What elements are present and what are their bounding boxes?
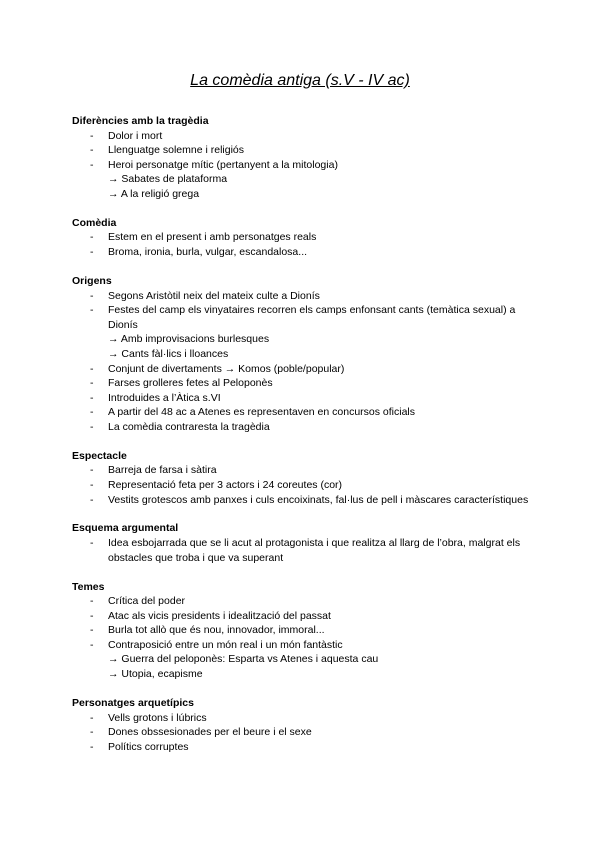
list-item: - Vells grotons i lúbrics [90, 711, 207, 724]
section-origens [72, 274, 532, 435]
arrow-subitem: → Amb improvisacions burlesques [108, 333, 270, 346]
section-heading: Temes [72, 580, 105, 593]
section-esquema-argumental [72, 521, 532, 565]
document-body [72, 114, 532, 769]
section-comedia [72, 216, 532, 260]
list-item: - Idea esbojarrada que se li acut al protagonista i que realitza al llarg de l’obra, malgrat els obstacles que troba i que va superant [90, 537, 521, 564]
section-heading: Diferències amb la tragèdia [72, 115, 209, 127]
section-personatges-arquetipics [72, 696, 532, 754]
list-item: - Conjunt de divertaments → Komos (poble/popular) [90, 362, 345, 375]
list-item: - Introduides a l’Àtica s.VI [90, 391, 221, 404]
dash-bullet: - [90, 406, 94, 419]
dash-bullet: - [90, 304, 94, 317]
dash-bullet: - [90, 420, 94, 433]
list-item: - Burla tot allò que és nou, innovador, immoral... [90, 624, 325, 637]
list-item: - Festes del camp els vinyataires recorren els camps enfonsant cants (temàtica sexual) a Dionís [90, 304, 516, 331]
document-title: La comèdia antiga (s.V - IV ac) [190, 72, 410, 89]
dash-bullet: - [90, 129, 94, 142]
dash-bullet: - [90, 231, 94, 244]
section-heading: Espectacle [72, 449, 127, 462]
section-heading: Personatges arquetípics [72, 696, 194, 709]
list-item: - Llenguatge solemne i religiós [90, 144, 245, 157]
section-diferencies [72, 114, 532, 202]
dash-bullet: - [90, 362, 94, 375]
list-item: - Representació feta per 3 actors i 24 coreutes (cor) [90, 478, 343, 491]
dash-bullet: - [90, 377, 94, 390]
dash-bullet: - [90, 740, 94, 753]
dash-bullet: - [90, 537, 94, 550]
dash-bullet: - [90, 144, 94, 157]
section-heading: Esquema argumental [72, 522, 179, 535]
list-item: - Atac als vicis presidents i idealització del passat [90, 609, 331, 622]
list-item: - Broma, ironia, burla, vulgar, escandalosa... [90, 246, 308, 259]
section-espectacle [72, 449, 532, 507]
dash-bullet: - [90, 638, 94, 651]
arrow-subitem: → Sabates de plataforma [108, 173, 228, 186]
list-item: - Barreja de farsa i sàtira [90, 464, 217, 477]
list-item: - Dones obssesionades per el beure i el sexe [90, 726, 312, 739]
arrow-subitem: → Guerra del peloponès: Esparta vs Atenes i aquesta cau [108, 653, 379, 666]
list-item: - Contraposició entre un món real i un món fantàstic [90, 638, 343, 651]
arrow-subitem: → Utopia, ecapisme [108, 668, 203, 681]
dash-bullet: - [90, 289, 94, 302]
list-item: - Estem en el present i amb personatges reals [90, 231, 317, 244]
dash-bullet: - [90, 464, 94, 477]
dash-bullet: - [90, 246, 94, 259]
dash-bullet: - [90, 726, 94, 739]
list-item: - A partir del 48 ac a Atenes es representaven en concursos oficials [90, 406, 416, 419]
list-item: - Dolor i mort [90, 129, 163, 142]
list-item: - La comèdia contraresta la tragèdia [90, 420, 270, 433]
dash-bullet: - [90, 478, 94, 491]
dash-bullet: - [90, 493, 94, 506]
dash-bullet: - [90, 624, 94, 637]
list-item: - Polítics corruptes [90, 740, 189, 753]
section-temes [72, 580, 532, 682]
arrow-subitem: → A la religió grega [108, 187, 200, 200]
dash-bullet: - [90, 391, 94, 404]
dash-bullet: - [90, 158, 94, 171]
list-item: - Crítica del poder [90, 595, 186, 608]
arrow-subitem: → Cants fàl·lics i lloances [108, 347, 229, 360]
list-item: - Vestits grotescos amb panxes i culs encoixinats, fal·lus de pell i màscares característiques [90, 493, 529, 506]
dash-bullet: - [90, 595, 94, 608]
dash-bullet: - [90, 609, 94, 622]
list-item: - Heroi personatge mític (pertanyent a la mitologia) [90, 158, 338, 171]
list-item: - Farses grolleres fetes al Peloponès [90, 377, 273, 390]
list-item: - Segons Aristòtil neix del mateix culte a Dionís [90, 289, 320, 302]
section-heading: Comèdia [72, 216, 117, 229]
dash-bullet: - [90, 711, 94, 724]
section-heading: Origens [72, 274, 112, 287]
